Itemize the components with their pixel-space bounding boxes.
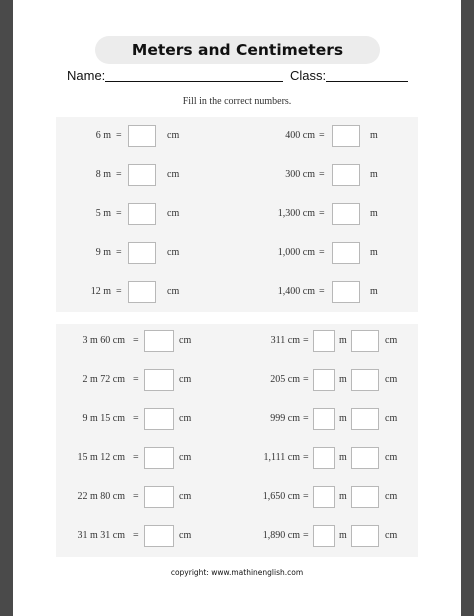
- unit-label: m: [339, 530, 347, 541]
- equals-sign: =: [133, 413, 139, 424]
- exercise-prompt: 9 m 15 cm: [82, 413, 125, 424]
- unit-label: m: [370, 247, 378, 258]
- unit-label: cm: [179, 413, 192, 424]
- equals-sign: =: [303, 491, 309, 502]
- class-label: Class:: [290, 68, 327, 83]
- unit-label: m: [370, 169, 378, 180]
- equals-sign: =: [116, 130, 122, 141]
- exercise-prompt: 5 m: [95, 208, 111, 219]
- answer-box[interactable]: [128, 242, 156, 264]
- answer-box[interactable]: [128, 203, 156, 225]
- meters-answer-box[interactable]: [313, 525, 335, 547]
- exercise-row: [13, 242, 461, 264]
- answer-box[interactable]: [144, 330, 174, 352]
- exercise-row: [13, 281, 461, 303]
- answer-box[interactable]: [332, 125, 360, 147]
- meters-answer-box[interactable]: [313, 330, 335, 352]
- exercise-prompt: 1,890 cm: [262, 530, 300, 541]
- exercise-row: [13, 164, 461, 186]
- worksheet-page: [13, 0, 461, 616]
- exercise-prompt: 3 m 60 cm: [82, 335, 125, 346]
- answer-box[interactable]: [144, 525, 174, 547]
- instructions: Fill in the correct numbers.: [182, 96, 292, 107]
- exercise-prompt: 1,111 cm: [263, 452, 300, 463]
- unit-label: cm: [385, 530, 398, 541]
- class-field-line[interactable]: [326, 81, 408, 82]
- exercise-prompt: 1,000 cm: [277, 247, 315, 258]
- equals-sign: =: [133, 452, 139, 463]
- exercise-prompt: 15 m 12 cm: [77, 452, 125, 463]
- unit-label: m: [370, 130, 378, 141]
- unit-label: cm: [385, 335, 398, 346]
- centimeters-answer-box[interactable]: [351, 486, 379, 508]
- worksheet-title: Meters and Centimeters: [95, 36, 380, 64]
- unit-label: m: [339, 413, 347, 424]
- unit-label: m: [339, 452, 347, 463]
- equals-sign: =: [133, 335, 139, 346]
- unit-label: m: [339, 491, 347, 502]
- centimeters-answer-box[interactable]: [351, 330, 379, 352]
- equals-sign: =: [319, 286, 325, 297]
- answer-box[interactable]: [144, 447, 174, 469]
- answer-box[interactable]: [128, 164, 156, 186]
- unit-label: cm: [385, 452, 398, 463]
- copyright-text: copyright: www.mathinenglish.com: [170, 568, 304, 577]
- exercise-row: [13, 525, 461, 547]
- unit-label: cm: [167, 247, 180, 258]
- equals-sign: =: [303, 530, 309, 541]
- answer-box[interactable]: [332, 281, 360, 303]
- centimeters-answer-box[interactable]: [351, 447, 379, 469]
- answer-box[interactable]: [332, 242, 360, 264]
- exercise-prompt: 9 m: [95, 247, 111, 258]
- unit-label: cm: [385, 491, 398, 502]
- section-2-panel: [56, 324, 418, 557]
- unit-label: cm: [385, 413, 398, 424]
- equals-sign: =: [319, 130, 325, 141]
- exercise-prompt: 999 cm: [270, 413, 300, 424]
- exercise-prompt: 2 m 72 cm: [82, 374, 125, 385]
- unit-label: m: [370, 208, 378, 219]
- meters-answer-box[interactable]: [313, 447, 335, 469]
- exercise-prompt: 12 m: [90, 286, 111, 297]
- equals-sign: =: [319, 169, 325, 180]
- exercise-prompt: 22 m 80 cm: [77, 491, 125, 502]
- answer-box[interactable]: [144, 369, 174, 391]
- answer-box[interactable]: [144, 408, 174, 430]
- answer-box[interactable]: [332, 164, 360, 186]
- equals-sign: =: [133, 530, 139, 541]
- equals-sign: =: [133, 374, 139, 385]
- exercise-prompt: 205 cm: [270, 374, 300, 385]
- exercise-row: [13, 447, 461, 469]
- unit-label: cm: [179, 530, 192, 541]
- centimeters-answer-box[interactable]: [351, 408, 379, 430]
- exercise-row: [13, 369, 461, 391]
- equals-sign: =: [303, 413, 309, 424]
- unit-label: m: [339, 335, 347, 346]
- name-field-line[interactable]: [105, 81, 283, 82]
- exercise-prompt: 8 m: [95, 169, 111, 180]
- equals-sign: =: [116, 247, 122, 258]
- meters-answer-box[interactable]: [313, 408, 335, 430]
- exercise-row: [13, 125, 461, 147]
- equals-sign: =: [116, 286, 122, 297]
- centimeters-answer-box[interactable]: [351, 525, 379, 547]
- unit-label: cm: [179, 452, 192, 463]
- equals-sign: =: [116, 208, 122, 219]
- unit-label: m: [339, 374, 347, 385]
- exercise-prompt: 300 cm: [285, 169, 315, 180]
- centimeters-answer-box[interactable]: [351, 369, 379, 391]
- unit-label: cm: [179, 374, 192, 385]
- exercise-prompt: 1,300 cm: [277, 208, 315, 219]
- unit-label: cm: [179, 491, 192, 502]
- equals-sign: =: [303, 374, 309, 385]
- exercise-row: [13, 330, 461, 352]
- meters-answer-box[interactable]: [313, 369, 335, 391]
- exercise-row: [13, 408, 461, 430]
- unit-label: cm: [167, 130, 180, 141]
- meters-answer-box[interactable]: [313, 486, 335, 508]
- equals-sign: =: [303, 335, 309, 346]
- exercise-prompt: 1,400 cm: [277, 286, 315, 297]
- equals-sign: =: [303, 452, 309, 463]
- unit-label: cm: [167, 208, 180, 219]
- equals-sign: =: [319, 208, 325, 219]
- unit-label: cm: [179, 335, 192, 346]
- equals-sign: =: [116, 169, 122, 180]
- unit-label: m: [370, 286, 378, 297]
- exercise-prompt: 400 cm: [285, 130, 315, 141]
- unit-label: cm: [167, 169, 180, 180]
- unit-label: cm: [385, 374, 398, 385]
- exercise-prompt: 311 cm: [270, 335, 300, 346]
- equals-sign: =: [319, 247, 325, 258]
- answer-box[interactable]: [144, 486, 174, 508]
- answer-box[interactable]: [128, 125, 156, 147]
- exercise-row: [13, 203, 461, 225]
- answer-box[interactable]: [332, 203, 360, 225]
- name-label: Name:: [67, 68, 106, 83]
- exercise-prompt: 31 m 31 cm: [77, 530, 125, 541]
- exercise-prompt: 6 m: [95, 130, 111, 141]
- exercise-row: [13, 486, 461, 508]
- exercise-prompt: 1,650 cm: [262, 491, 300, 502]
- unit-label: cm: [167, 286, 180, 297]
- answer-box[interactable]: [128, 281, 156, 303]
- equals-sign: =: [133, 491, 139, 502]
